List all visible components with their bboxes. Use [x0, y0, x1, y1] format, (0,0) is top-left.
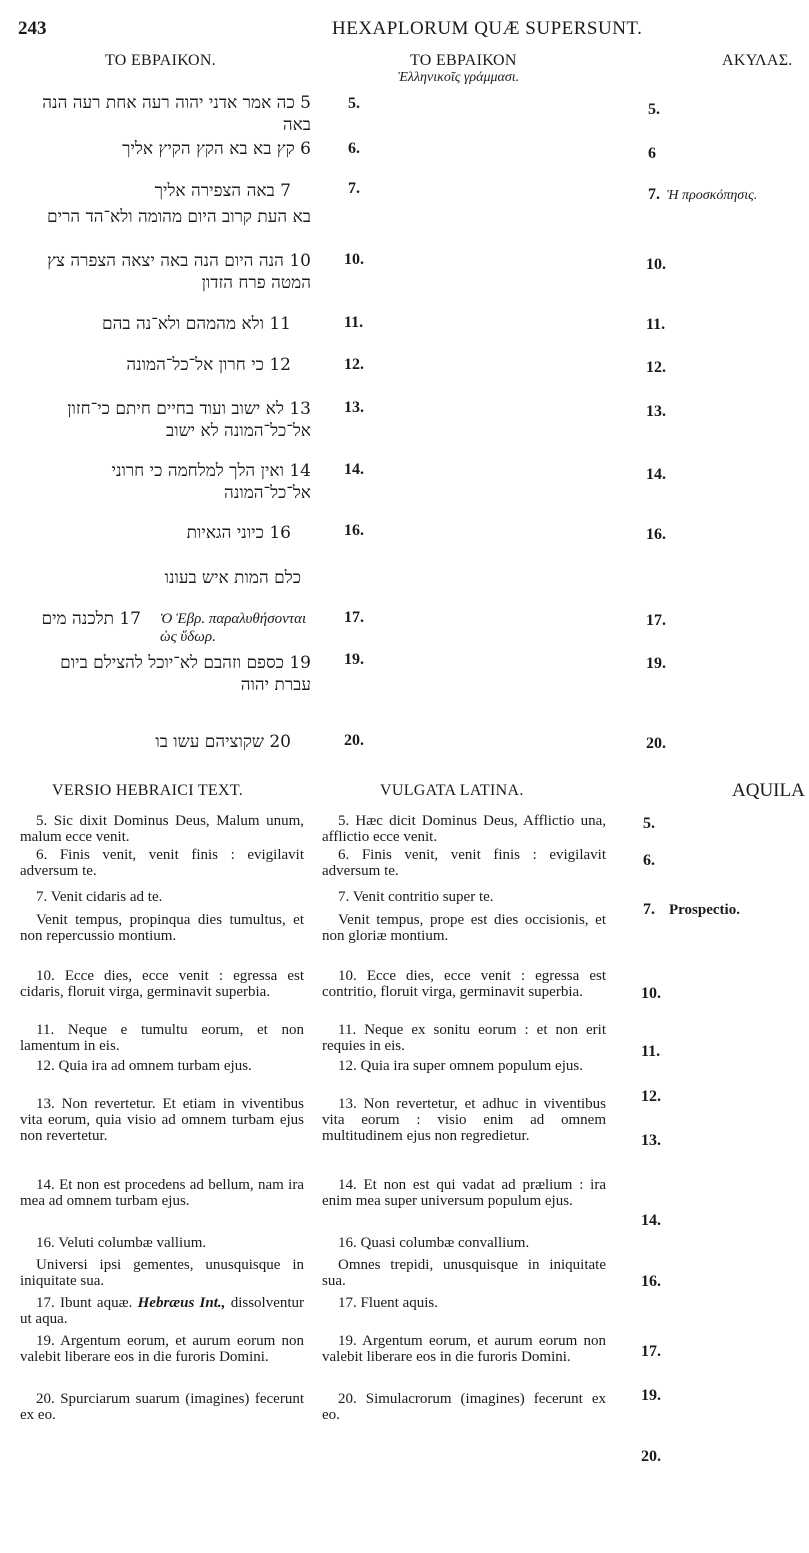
versio-verse: 5. Sic dixit Dominus Deus, Malum unum, malum ecce venit.: [20, 813, 304, 845]
aquila-greek-num: 14.: [646, 466, 666, 483]
versio-verse: 12. Quia ira ad omnem turbam ejus.: [36, 1058, 252, 1074]
aquila-latin-num: 19.: [641, 1387, 661, 1404]
hebrew-verse-16b: כלם המות איש בעונו: [164, 568, 301, 588]
versio-17-attribution: Hebræus Int.,: [137, 1295, 226, 1311]
aquila-greek-num: 19.: [646, 655, 666, 672]
vulgata-verse: Venit tempus, prope est dies occisionis, et non gloriæ montium.: [322, 912, 606, 944]
versio-verse: 13. Non revertetur. Et etiam in viventibus vita eorum, quia visio ad omnem turbam ejus non revertetur.: [20, 1096, 304, 1144]
vulgata-verse: 6. Finis venit, venit finis : evigilavit adversum te.: [322, 847, 606, 879]
vulgata-verse: 11. Neque ex sonitu eorum : et non erit requies in eis.: [322, 1022, 606, 1054]
aquila-latin-num: 11.: [641, 1043, 661, 1060]
hebrew-verse-7b: בא העת קרוב היום מהומה ולא־הד הרים: [47, 207, 311, 227]
versio-verse: 14. Et non est procedens ad bellum, nam ira mea ad omnem turbam ejus.: [20, 1177, 304, 1209]
greek-note-17: Ὁ Ἑβρ. παραλυθήσονται ὡς ὕδωρ.: [160, 611, 307, 645]
aquila-latin-num: 12.: [641, 1088, 661, 1105]
hebrew-verse-16: 16 כיוני הגאיות: [186, 523, 291, 543]
greek-letters-num: 6.: [348, 140, 360, 157]
aquila-latin-num: 7.: [643, 901, 655, 918]
versio-verse: 6. Finis venit, venit finis : evigilavit adversum te.: [20, 847, 304, 879]
versio-verse: Venit tempus, propinqua dies tumultus, et non repercussio montium.: [20, 912, 304, 944]
versio-column: [20, 813, 304, 1423]
greek-letters-num: 14.: [344, 461, 364, 478]
greek-letters-num: 13.: [344, 399, 364, 416]
aquila-greek-num: 11.: [646, 316, 666, 333]
versio-17-text-b: dissolventur ut aqua.: [20, 1295, 305, 1327]
aquila-latin-7: Prospectio.: [669, 902, 740, 918]
aquila-greek-column-header: ΑΚΥΛΑΣ.: [722, 52, 793, 69]
aquila-latin-num: 16.: [641, 1273, 661, 1290]
aquila-greek-num: 16.: [646, 526, 666, 543]
aquila-greek-num: 6: [648, 145, 656, 162]
hebrew-verse-7: 7 באה הצפירה אליך: [154, 181, 291, 201]
greek-letters-num: 20.: [344, 732, 364, 749]
versio-verse: Universi ipsi gementes, unusquisque in iniquitate sua.: [20, 1257, 304, 1289]
greek-letters-num: 7.: [348, 180, 360, 197]
aquila-latin-num: 20.: [641, 1448, 661, 1465]
vulgata-verse: 14. Et non est qui vadat ad prælium : ira enim mea super universum populum ejus.: [322, 1177, 606, 1209]
hebrew-verse-5: 5 כה אמר אדני יהוה רעה אחת רעה הנה באה: [42, 93, 311, 135]
greek-letters-num: 17.: [344, 609, 364, 626]
vulgata-verse: 13. Non revertetur, et adhuc in viventibus vita eorum : visio enim ad omnem multitudinem ejus non regredietur.: [322, 1096, 606, 1144]
running-head: HEXAPLORUM QUÆ SUPERSUNT.: [332, 18, 643, 39]
aquila-greek-num: 12.: [646, 359, 666, 376]
vulgata-verse: 19. Argentum eorum, et aurum eorum non valebit liberare eos in die furoris Domini.: [322, 1333, 606, 1365]
versio-verse: 10. Ecce dies, ecce venit : egressa est cidaris, floruit virga, germinavit superbia.: [20, 968, 304, 1000]
vulgata-verse: 12. Quia ira super omnem populum ejus.: [338, 1058, 583, 1074]
hebrew-verse-10: 10 הנה היום הנה באה יצאה הצפרה צץ המטה פרח הזדון: [47, 251, 311, 293]
versio-column-header: VERSIO HEBRAICI TEXT.: [52, 782, 244, 799]
vulgata-verse: 16. Quasi columbæ convallium.: [338, 1235, 530, 1251]
vulgata-column-header: VULGATA LATINA.: [380, 782, 524, 799]
versio-verse: 20. Spurciarum suarum (imagines) fecerunt ex eo.: [20, 1391, 304, 1423]
versio-17-text: 17. Ibunt aquæ.: [36, 1295, 133, 1311]
page-number: 243: [18, 18, 47, 39]
versio-verse-17: [20, 1295, 304, 1333]
aquila-latin-num: 6.: [643, 852, 655, 869]
greek-letters-num: 12.: [344, 356, 364, 373]
hebrew-verse-11: 11 ולא מהמהם ולא־נה בהם: [102, 314, 291, 334]
vulgata-verse: 5. Hæc dicit Dominus Deus, Afflictio una, afflictio ecce venit.: [322, 813, 606, 845]
greek-letters-num: 5.: [348, 95, 360, 112]
aquila-latin-num: 14.: [641, 1212, 661, 1229]
versio-verse: 16. Veluti columbæ vallium.: [36, 1235, 207, 1251]
aquila-latin-num: 5.: [643, 815, 655, 832]
aquila-latin-num: 10.: [641, 985, 661, 1002]
aquila-greek-7: Ἡ προσκόπησις.: [667, 188, 758, 203]
aquila-greek-num: 17.: [646, 612, 666, 629]
hebrew-verse-14: 14 ואין הלך למלחמה כי חרוני אל־כל־המונה: [111, 461, 311, 503]
vulgata-column: [322, 813, 606, 1423]
vulgata-verse: Omnes trepidi, unusquisque in iniquitate sua.: [322, 1257, 606, 1289]
hebrew-verse-17: 17 תלכנה מים: [41, 609, 141, 629]
hebrew-verse-12: 12 כי חרון אל־כל־המונה: [126, 355, 291, 375]
greek-letters-column-header: ΤΟ ΕΒΡΑΙΚΟΝ: [410, 52, 517, 69]
hebrew-verse-20: 20 שקוציהם עשו בו: [155, 732, 291, 752]
vulgata-verse: 10. Ecce dies, ecce venit : egressa est contritio, floruit virga, germinavit superbia.: [322, 968, 606, 1000]
versio-verse: 19. Argentum eorum, et aurum eorum non valebit liberare eos in die furoris Domini.: [20, 1333, 304, 1365]
aquila-latin-column-header: AQUILA: [732, 780, 805, 801]
greek-letters-num: 11.: [344, 314, 364, 331]
aquila-latin-num: 13.: [641, 1132, 661, 1149]
greek-letters-num: 19.: [344, 651, 364, 668]
aquila-greek-num: 7.: [648, 186, 660, 203]
hebrew-column-header: ΤΟ ΕΒΡΑΙΚΟΝ.: [105, 52, 216, 69]
aquila-greek-num: 20.: [646, 735, 666, 752]
hebrew-verse-13: 13 לא ישוב ועוד בחיים חיתם כי־חזון אל־כל־המונה לא ישוב: [67, 399, 311, 441]
aquila-greek-num: 13.: [646, 403, 666, 420]
aquila-greek-num: 10.: [646, 256, 666, 273]
greek-letters-num: 16.: [344, 522, 364, 539]
hebrew-verse-19: 19 כספם וזהבם לא־יוכל להצילם ביום עברת יהוה: [60, 653, 311, 695]
versio-verse: 7. Venit cidaris ad te.: [36, 889, 163, 905]
vulgata-verse: 17. Fluent aquis.: [338, 1295, 438, 1311]
greek-letters-num: 10.: [344, 251, 364, 268]
vulgata-verse: 20. Simulacrorum (imagines) fecerunt ex eo.: [322, 1391, 606, 1423]
versio-verse: 11. Neque e tumultu eorum, et non lamentum in eis.: [20, 1022, 304, 1054]
aquila-latin-num: 17.: [641, 1343, 661, 1360]
hebrew-verse-6: 6 קץ בא בא הקץ הקיץ אליך: [122, 139, 311, 159]
greek-letters-subheader: Ἑλληνικοῖς γράμμασι.: [398, 70, 520, 85]
aquila-greek-num: 5.: [648, 101, 660, 118]
vulgata-verse: 7. Venit contritio super te.: [338, 889, 494, 905]
